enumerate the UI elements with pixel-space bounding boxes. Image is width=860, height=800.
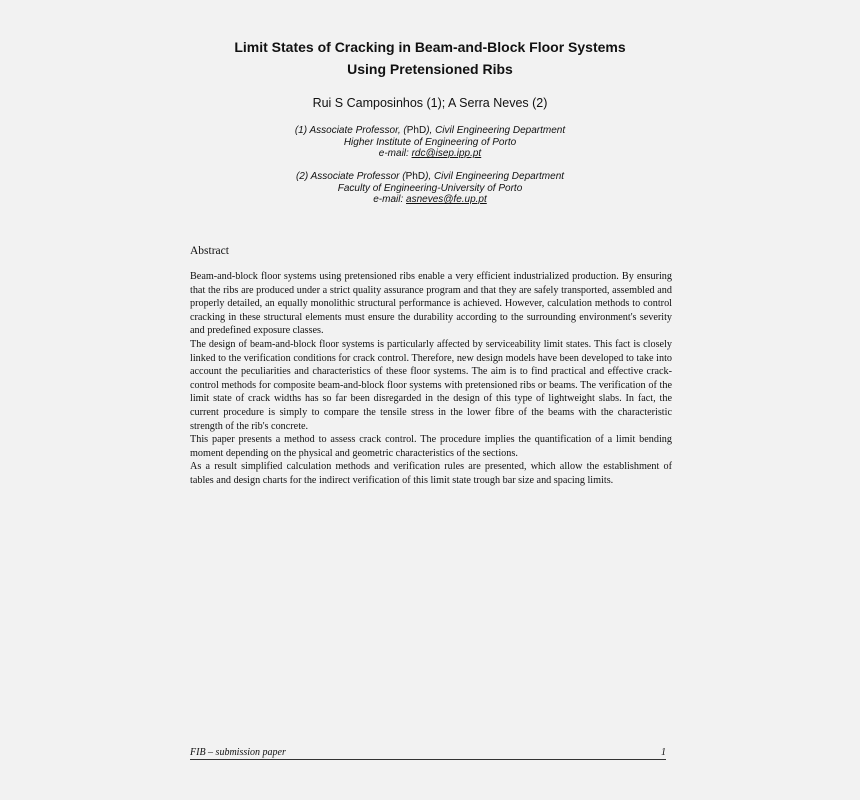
page-number: 1 (661, 747, 666, 758)
affiliation-1-role: (1) Associate Professor, (PhD), Civil Engineering Department (294, 125, 566, 136)
abstract-paragraph-4: As a result simplified calculation methods and verification rules are presented, which allow the establishment of tables and design charts for the indirect verification of this limit state trough bar size and spacing limits. (190, 461, 672, 486)
abstract-body (190, 270, 672, 488)
paper-title (0, 36, 860, 80)
affiliation-2-email-link[interactable]: asneves@fe.up.pt (406, 194, 487, 205)
paper-title-line-2: Using Pretensioned Ribs (347, 61, 513, 77)
affiliation-1-email-link[interactable]: rdc@isep.ipp.pt (411, 148, 482, 159)
affiliation-2 (0, 171, 860, 206)
author-list: Rui S Camposinhos (1); A Serra Neves (2) (312, 96, 548, 110)
abstract-paragraph-2: The design of beam-and-block floor systems is particularly affected by serviceability limit states. This fact is closely linked to the verification conditions for crack control. Therefore, new design models have been developed to take into account the peculiarities and characteristics of these floor systems. The aim is to find practical and effective crack-control methods for composite beam-and-block floor systems with pretensioned ribs or beams. The verification of the limit state of crack widths has so far been disregarded in the design of this type of lightweight slabs. In fact, the current procedure is simply to compare the tensile stress in the lower fibre of the beams with the characteristic strength of the rib's concrete. (190, 338, 672, 432)
page-footer (190, 746, 666, 760)
affiliation-2-role: (2) Associate Professor (PhD), Civil Engineering Department (295, 171, 565, 182)
abstract-heading: Abstract (190, 245, 229, 257)
paper-title-line-1: Limit States of Cracking in Beam-and-Block Floor Systems (234, 39, 626, 55)
affiliation-1-institution: Higher Institute of Engineering of Porto (343, 136, 517, 148)
affiliation-1 (0, 125, 860, 160)
affiliation-1-email-line: e-mail: rdc@isep.ipp.pt (378, 148, 482, 159)
footer-label: FIB – submission paper (190, 747, 286, 758)
affiliation-2-email-line: e-mail: asneves@fe.up.pt (373, 194, 487, 205)
affiliation-2-institution: Faculty of Engineering-University of Porto (337, 182, 523, 194)
abstract-paragraph-3: This paper presents a method to assess crack control. The procedure implies the quantification of a limit bending moment depending on the physical and geometric characteristics of the sections. (190, 434, 672, 459)
abstract-paragraph-1: Beam-and-block floor systems using pretensioned ribs enable a very efficient industrialized production. By ensuring that the ribs are produced under a strict quality assurance program and that they are safely transported, assembled and properly detailed, an equally monolithic structural performance is achieved. However, calculation methods to control cracking in these structural elements must ensure the durability according to the surrounding environment's severity and predefined exposure classes. (190, 271, 672, 337)
